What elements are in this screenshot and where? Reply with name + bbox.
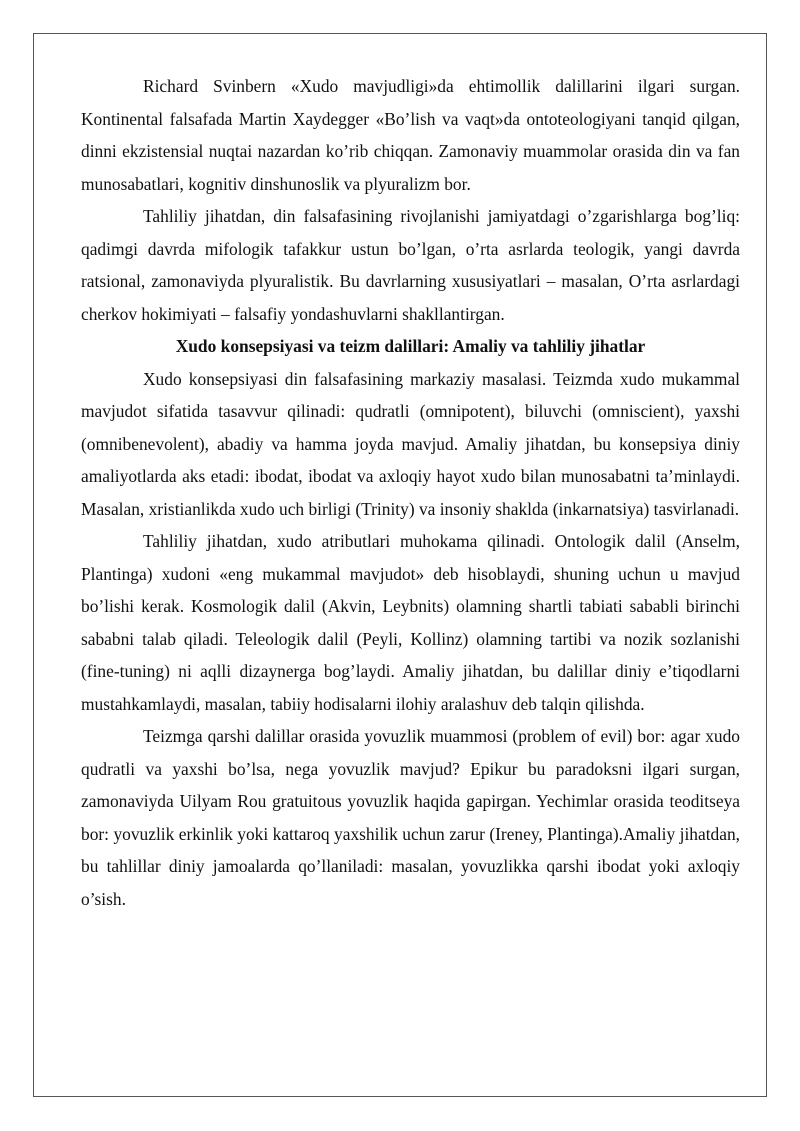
paragraph-god-concept: Xudo konsepsiyasi din falsafasining markaziy masalasi. Teizmda xudo mukammal mavjudot sifatida tasavvur qilinadi: qudratli (omnipotent), biluvchi (omniscient), yaxshi (omnibenevolent), abadiy va hamma joyda mavjud. Amaliy jihatdan, bu konsepsiya diniy amaliyotlarda aks etadi: ibodat, ibodat va axloqiy hayot xudo bilan munosabatni ta’minlaydi. Masalan, xristianlikda xudo uch birligi (Trinity) va insoniy shaklda (inkarnatsiya) tasvirlanadi. [81, 368, 740, 519]
paragraph-analytical-development: Tahliliy jihatdan, din falsafasining rivojlanishi jamiyatdagi o’zgarishlarga bog’liq: qadimgi davrda mifologik tafakkur ustun bo’lgan, o’rta asrlarda teologik, yangi davrda ratsional, zamonaviyda plyuralistik. Bu davrlarning xususiyatlari – masalan, O’rta asrlardagi cherkov hokimiyati – falsafiy yondashuvlarni shakllantirgan. [81, 206, 740, 324]
paragraph-problem-of-evil: Teizmga qarshi dalillar orasida yovuzlik muammosi (problem of evil) bor: agar xudo qudratli va yaxshi bo’lsa, nega yovuzlik mavjud? Epikur bu paradoksni ilgari surgan, zamonaviyda Uilyam Rou gratuitous yovuzlik haqida gapirgan. Yechimlar orasida teoditseya bor: yovuzlik erkinlik yoki kattaroq yaxshilik uchun zarur (Ireney, Plantinga).Amaliy jihatdan, bu tahlillar diniy jamoalarda qo’llaniladi: masalan, yovuzlikka qarshi ibodat yoki axloqiy o’sish. [81, 726, 740, 909]
paragraph-god-attributes: Tahliliy jihatdan, xudo atributlari muhokama qilinadi. Ontologik dalil (Anselm, Plantinga) xudoni «eng mukammal mavjudot» deb hisoblaydi, shuning uchun u mavjud bo’lishi kerak. Kosmologik dalil (Akvin, Leybnits) olamning shartli tabiati sababli birinchi sababni talab qiladi. Teleologik dalil (Peyli, Kollinz) olamning tartibi va nozik sozlanishi (fine-tuning) ni aqlli dizaynerga bog’laydi. Amaliy jihatdan, bu dalillar diniy e’tiqodlarni mustahkamlaydi, masalan, tabiiy hodisalarni ilohiy aralashuv deb talqin qilishda. [81, 531, 740, 714]
paragraph-svinbern: Richard Svinbern «Xudo mavjudligi»da ehtimollik dalillarini ilgari surgan. Kontinental falsafada Martin Xaydegger «Bo’lish va vaqt»da ontoteologiyani tanqid qilgan, dinni ekzistensial nuqtai nazardan ko’rib chiqqan. Zamonaviy muammolar orasida din va fan munosabatlari, kognitiv dinshunoslik va plyuralizm bor. [81, 76, 740, 194]
document-body [81, 70, 740, 915]
section-heading: Xudo konsepsiyasi va teizm dalillari: Amaliy va tahliliy jihatlar [175, 336, 646, 356]
